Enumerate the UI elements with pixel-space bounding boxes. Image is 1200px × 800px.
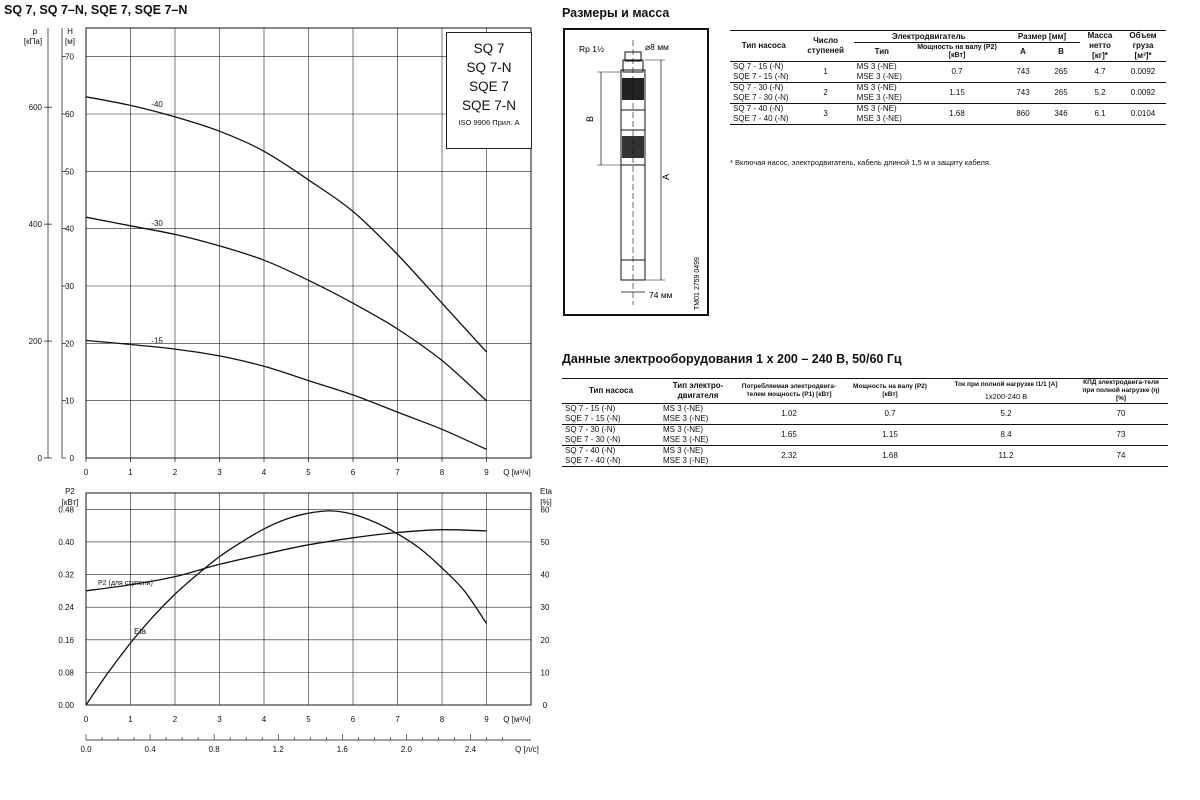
p2-cell: 0.7	[842, 404, 938, 425]
y-tick-label-p: 400	[28, 220, 42, 230]
pump-type-cell: SQ 7 - 40 (-N) SQE 7 - 40 (-N)	[730, 104, 798, 125]
y-tick-label-left: 0.32	[58, 570, 74, 580]
current-cell: 11.2	[938, 446, 1074, 467]
col-eff: КПД электродвига-теля при полной нагрузке (η) [%]	[1074, 379, 1168, 404]
current-cell: 8.4	[938, 425, 1074, 446]
p2-cell: 1.68	[842, 446, 938, 467]
x-tick-label: 0	[83, 715, 89, 724]
y-tick-label-p: 600	[28, 103, 42, 113]
motor-type-cell: MS 3 (-NE) MSE 3 (-NE)	[854, 83, 910, 104]
x-tick-label: 9	[484, 468, 489, 477]
col-motor: Электродвигатель	[854, 31, 1004, 43]
x-tick-label: 7	[395, 468, 400, 477]
y-tick-label-right: 30	[540, 603, 550, 613]
y-tick-label-h: 70	[65, 52, 74, 62]
motor-type-cell: MS 3 (-NE) MSE 3 (-NE)	[660, 425, 736, 446]
col-motor-type: Тип	[854, 43, 910, 62]
motor-type-cell: MS 3 (-NE) MSE 3 (-NE)	[660, 404, 736, 425]
y-tick-label-right: 20	[540, 635, 550, 645]
col-mass: Масса нетто [кг]*	[1080, 31, 1120, 62]
col-stages: Число ступеней	[798, 31, 854, 62]
power-cell: 0.7	[910, 62, 1004, 83]
x-tick-label: 8	[439, 468, 445, 477]
x-tick-label: 2	[172, 468, 178, 477]
secondary-x-tick-label: 0.4	[144, 745, 156, 754]
pump-type-cell: SQ 7 - 40 (-N) SQE 7 - 40 (-N)	[562, 446, 660, 467]
y-tick-label-h: 10	[65, 396, 74, 406]
y-tick-label-p: 0	[37, 454, 42, 463]
p2-cell: 1.15	[842, 425, 938, 446]
eta-axis-unit: [%]	[540, 498, 552, 507]
x-tick-label: 4	[261, 468, 267, 477]
dim-a-cell: 860	[1004, 104, 1042, 125]
table-row	[562, 425, 1168, 446]
dimensions-table	[730, 30, 1166, 125]
pump-drawing	[563, 28, 709, 316]
table-row	[562, 404, 1168, 425]
col-size: Размер [мм]	[1004, 31, 1080, 43]
current-cell: 5.2	[938, 404, 1074, 425]
y-tick-label-left: 0.00	[58, 701, 74, 710]
y-tick-label-h: 60	[65, 110, 74, 119]
col-pump-type: Тип насоса	[730, 31, 798, 62]
col-p1: Потребляемая электродвига-телем мощность (P1) [кВт]	[736, 379, 842, 404]
x-axis-label: Q [м³/ч]	[503, 468, 531, 477]
y-tick-label-left: 0.40	[58, 537, 74, 547]
secondary-x-tick-label: 1.2	[272, 745, 284, 754]
standard-label: ISO 9906 Прил. A	[458, 118, 520, 127]
x-tick-label: 2	[172, 715, 178, 724]
table-row	[730, 104, 1166, 125]
curve-eta	[86, 511, 487, 705]
curve-label: -30	[151, 219, 163, 229]
curve-minus40	[86, 97, 487, 352]
y-tick-label-left: 0.48	[58, 505, 74, 515]
power-cell: 1.68	[910, 104, 1004, 125]
y-tick-label-h: 20	[65, 339, 74, 349]
curve-minus15	[86, 341, 487, 450]
x-tick-label: 7	[395, 715, 400, 724]
x-tick-label: 3	[217, 468, 222, 477]
rp-label: Rp 1½	[579, 44, 605, 54]
page-title: SQ 7, SQ 7–N, SQE 7, SQE 7–N	[4, 3, 188, 17]
pump-type-cell: SQ 7 - 15 (-N) SQE 7 - 15 (-N)	[730, 62, 798, 83]
table-row	[730, 83, 1166, 104]
eta-axis-label: Eta	[539, 487, 553, 496]
h-axis-unit: [м]	[65, 37, 75, 46]
drawing-code: TM01 2759 0499	[694, 257, 701, 310]
p2-axis-unit: [кВт]	[61, 498, 79, 507]
p1-cell: 2.32	[736, 446, 842, 467]
power-cell: 1.15	[910, 83, 1004, 104]
col-motor-power: Мощность на валу (P2) [кВт]	[910, 43, 1004, 62]
stages-cell: 2	[798, 83, 854, 104]
motor-type-cell: MS 3 (-NE) MSE 3 (-NE)	[660, 446, 736, 467]
y-tick-label-h: 50	[65, 167, 74, 177]
x-tick-label: 5	[306, 715, 311, 724]
p1-cell: 1.65	[736, 425, 842, 446]
col-motor-type: Тип электро-двигателя	[660, 379, 736, 404]
dia-label: ⌀8 мм	[645, 42, 669, 52]
curve-label-p2: P2 (для ступени)	[98, 580, 153, 587]
dim-b-cell: 265	[1042, 83, 1080, 104]
model-name: SQE 7	[469, 79, 509, 94]
secondary-x-tick-label: 0.0	[80, 745, 92, 754]
y-tick-label-left: 0.16	[58, 635, 74, 645]
col-b: B	[1042, 43, 1080, 62]
h-axis-label: H	[67, 27, 73, 36]
y-tick-label-right: 0	[542, 701, 548, 710]
secondary-x-axis-label: Q [л/с]	[515, 745, 539, 754]
pump-type-cell: SQ 7 - 15 (-N) SQE 7 - 15 (-N)	[562, 404, 660, 425]
col-volume: Объем груза [м³]*	[1120, 31, 1166, 62]
pump-outline-drawing	[565, 30, 707, 314]
y-tick-label-h: 0	[69, 454, 74, 463]
model-name: SQE 7-N	[461, 98, 516, 113]
model-name: SQ 7-N	[466, 60, 512, 75]
p1-cell: 1.02	[736, 404, 842, 425]
mass-cell: 4.7	[1080, 62, 1120, 83]
p-axis-label: p	[32, 27, 38, 36]
current-sub-header: 1x200-240 В	[984, 392, 1028, 401]
col-p2: Мощность на валу (P2) [кВт]	[842, 379, 938, 404]
mass-cell: 6.1	[1080, 104, 1120, 125]
dim-b-label: B	[585, 115, 595, 122]
x-tick-label: 8	[439, 715, 445, 724]
dim-a-cell: 743	[1004, 83, 1042, 104]
table-row	[562, 446, 1168, 467]
secondary-x-tick-label: 1.6	[336, 745, 348, 754]
col-pump-type: Тип насоса	[562, 379, 660, 404]
y-tick-label-right: 10	[540, 668, 550, 678]
volume-cell: 0.0092	[1120, 83, 1166, 104]
dim-b-cell: 265	[1042, 62, 1080, 83]
x-tick-label: 6	[350, 715, 356, 724]
y-tick-label-right: 40	[540, 570, 550, 580]
model-name: SQ 7	[473, 41, 505, 56]
curve-label-eta: Eta	[134, 627, 147, 636]
y-tick-label-h: 40	[65, 224, 74, 234]
electrical-table	[562, 378, 1168, 467]
col-a: A	[1004, 43, 1042, 62]
y-tick-label-right: 60	[540, 505, 550, 515]
model-legend-box	[446, 32, 532, 149]
motor-type-cell: MS 3 (-NE) MSE 3 (-NE)	[854, 62, 910, 83]
volume-cell: 0.0104	[1120, 104, 1166, 125]
table-row	[730, 62, 1166, 83]
secondary-x-tick-label: 2.0	[400, 745, 412, 754]
pump-type-cell: SQ 7 - 30 (-N) SQE 7 - 30 (-N)	[730, 83, 798, 104]
stages-cell: 3	[798, 104, 854, 125]
p-axis-unit: [кПа]	[23, 37, 43, 46]
x-tick-label: 1	[128, 715, 133, 724]
efficiency-cell: 70	[1074, 404, 1168, 425]
curve-label: -40	[151, 99, 163, 109]
x-tick-label: 4	[261, 715, 267, 724]
x-tick-label: 5	[306, 468, 311, 477]
dim-a-cell: 743	[1004, 62, 1042, 83]
y-tick-label-left: 0.24	[58, 603, 74, 613]
x-axis-label: Q [м³/ч]	[503, 715, 531, 724]
secondary-x-tick-label: 0.8	[208, 745, 220, 754]
motor-type-cell: MS 3 (-NE) MSE 3 (-NE)	[854, 104, 910, 125]
electrical-title: Данные электрооборудования 1 x 200 – 240 В, 50/60 Гц	[562, 352, 902, 366]
efficiency-cell: 73	[1074, 425, 1168, 446]
x-tick-label: 1	[128, 468, 133, 477]
volume-cell: 0.0092	[1120, 62, 1166, 83]
x-tick-label: 6	[350, 468, 356, 477]
pump-type-cell: SQ 7 - 30 (-N) SQE 7 - 30 (-N)	[562, 425, 660, 446]
x-tick-label: 3	[217, 715, 222, 724]
x-tick-label: 9	[484, 715, 489, 724]
dim-width-label: 74 мм	[649, 290, 673, 300]
secondary-x-tick-label: 2.4	[464, 745, 477, 754]
mass-cell: 5.2	[1080, 83, 1120, 104]
p2-axis-label: P2	[65, 487, 75, 496]
dim-b-cell: 346	[1042, 104, 1080, 125]
y-tick-label-p: 200	[28, 337, 42, 347]
dimensions-note: * Включая насос, электродвигатель, кабель длиной 1,5 м и защиту кабеля.	[730, 158, 991, 167]
y-tick-label-right: 50	[540, 537, 550, 547]
efficiency-cell: 74	[1074, 446, 1168, 467]
stages-cell: 1	[798, 62, 854, 83]
y-tick-label-left: 0.08	[58, 668, 74, 678]
current-header: Ток при полной нагрузке I1/1 [A]	[954, 381, 1058, 388]
col-current	[938, 379, 1074, 404]
y-tick-label-h: 30	[65, 282, 74, 291]
curve-label: -15	[151, 336, 163, 346]
dimensions-title: Размеры и масса	[562, 6, 670, 20]
x-tick-label: 0	[83, 468, 89, 477]
dim-a-label: A	[661, 173, 671, 180]
power-efficiency-chart	[58, 487, 552, 754]
